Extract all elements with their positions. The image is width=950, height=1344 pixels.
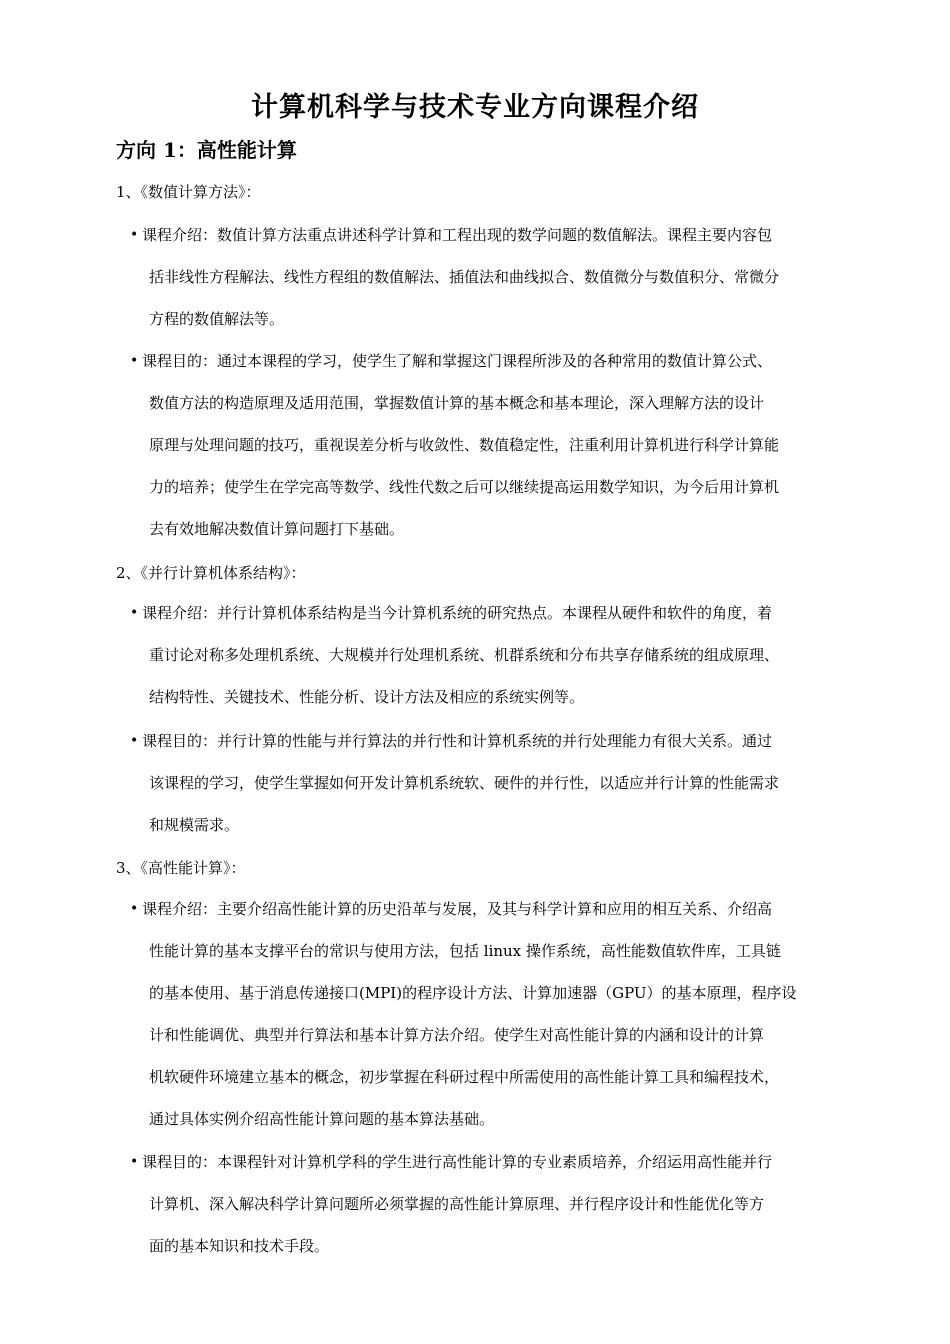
- bullet-text-line: 力的培养；使学生在学完高等数学、线性代数之后可以继续提高运用数学知识，为今后用计算机: [149, 478, 780, 496]
- bullet-point: •: [130, 605, 139, 621]
- bullet-text-line: 和规模需求。: [149, 816, 240, 834]
- bullet-text-line: 括非线性方程解法、线性方程组的数值解法、插值法和曲线拟合、数值微分与数值积分、常微分: [149, 268, 780, 286]
- bullet-text-line: 计算机、深入解决科学计算问题所必须掌握的高性能计算原理、并行程序设计和性能优化等方: [149, 1195, 765, 1213]
- bullet-text-line: 原理与处理问题的技巧，重视误差分析与收敛性、数值稳定性，注重利用计算机进行科学计算能: [149, 436, 780, 454]
- document-title: 计算机科学与技术专业方向课程介绍: [251, 92, 699, 123]
- bullet-text-line: 去有效地解决数值计算问题打下基础。: [149, 520, 405, 538]
- bullet-point: •: [130, 901, 139, 917]
- bullet-text-line: 面的基本知识和技术手段。: [149, 1237, 330, 1255]
- bullet-point: •: [130, 1154, 139, 1170]
- bullet-text-line: 的基本使用、基于消息传递接口(MPI)的程序设计方法、计算加速器（GPU）的基本原理，程序设: [149, 984, 797, 1002]
- bullet-text-line: 课程介绍：数值计算方法重点讲述科学计算和工程出现的数学问题的数值解法。课程主要内容包: [142, 226, 773, 244]
- bullet-text-line: 课程介绍：主要介绍高性能计算的历史沿革与发展，及其与科学计算和应用的相互关系、介绍高: [142, 900, 773, 918]
- bullet-text-line: 课程目的：通过本课程的学习，使学生了解和掌握这门课程所涉及的各种常用的数值计算公式、: [142, 352, 773, 370]
- bullet-point: •: [130, 733, 139, 749]
- course-heading: 3、《高性能计算》：: [116, 859, 246, 877]
- bullet-text-line: 重讨论对称多处理机系统、大规模并行处理机系统、机群系统和分布共享存储系统的组成原理、: [149, 646, 780, 664]
- bullet-text-line: 计和性能调优、典型并行算法和基本计算方法介绍。使学生对高性能计算的内涵和设计的计算: [149, 1026, 765, 1044]
- bullet-text-line: 数值方法的构造原理及适用范围，掌握数值计算的基本概念和基本理论，深入理解方法的设计: [149, 394, 765, 412]
- bullet-text-line: 方程的数值解法等。: [149, 310, 285, 328]
- section-title: 方向 1：高性能计算: [116, 138, 297, 162]
- course-heading: 2、《并行计算机体系结构》：: [116, 564, 306, 582]
- bullet-text-line: 性能计算的基本支撑平台的常识与使用方法，包括 linux 操作系统，高性能数值软件库，工具链: [149, 942, 781, 960]
- bullet-text-line: 课程目的：并行计算的性能与并行算法的并行性和计算机系统的并行处理能力有很大关系。通过: [142, 732, 773, 750]
- bullet-text-line: 机软硬件环境建立基本的概念，初步掌握在科研过程中所需使用的高性能计算工具和编程技术，: [149, 1068, 780, 1086]
- bullet-text-line: 结构特性、关键技术、性能分析、设计方法及相应的系统实例等。: [149, 688, 585, 706]
- course-heading: 1、《数值计算方法》：: [116, 183, 261, 201]
- bullet-text-line: 该课程的学习，使学生掌握如何开发计算机系统软、硬件的并行性，以适应并行计算的性能需求: [149, 774, 780, 792]
- bullet-point: •: [130, 353, 139, 369]
- bullet-text-line: 课程介绍：并行计算机体系结构是当今计算机系统的研究热点。本课程从硬件和软件的角度，着: [142, 604, 773, 622]
- bullet-point: •: [130, 227, 139, 243]
- bullet-text-line: 课程目的：本课程针对计算机学科的学生进行高性能计算的专业素质培养，介绍运用高性能并行: [142, 1153, 773, 1171]
- bullet-text-line: 通过具体实例介绍高性能计算问题的基本算法基础。: [149, 1110, 495, 1128]
